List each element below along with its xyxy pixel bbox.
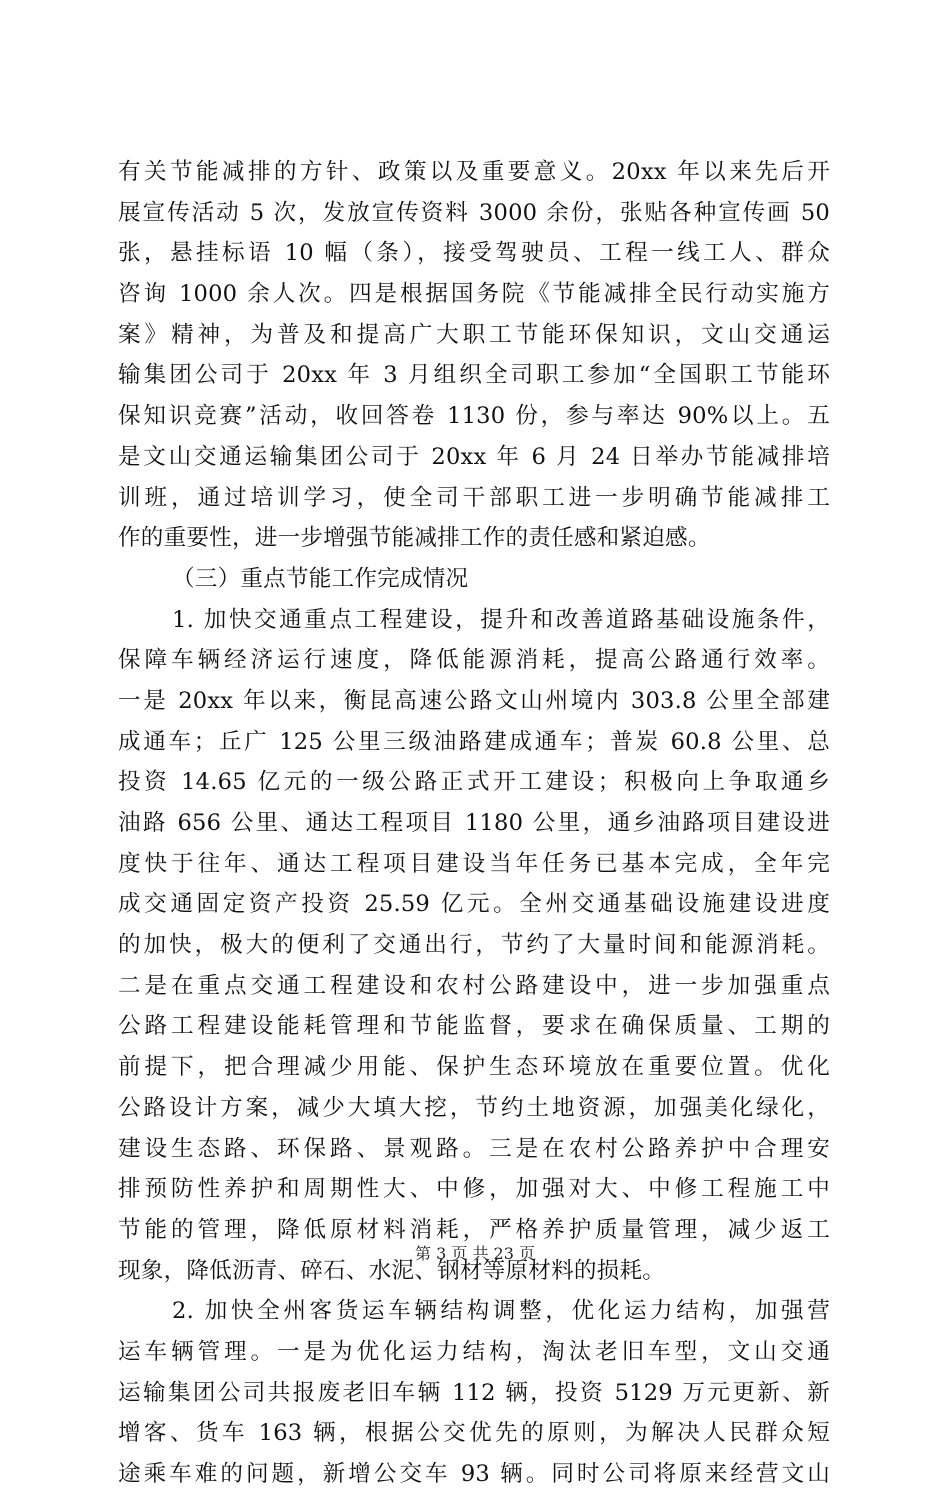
text-line: 保知识竞赛”活动，收回答卷 1130 份，参与率达 90%以上。五	[118, 403, 830, 430]
text-line: 油路 656 公里、通达工程项目 1180 公里，通乡油路项目建设进	[118, 810, 830, 836]
text-line: 公路设计方案，减少大填大挖，节约土地资源，加强美化绿化，	[118, 1094, 830, 1121]
page-footer: 第 3 页 共 23 页	[415, 1244, 535, 1263]
text-line: 展宣传活动 5 次，发放宣传资料 3000 余份，张贴各种宣传画 50	[118, 199, 830, 226]
text-line: 增客、货车 163 辆，根据公交优先的原则，为解决人民群众短	[118, 1420, 830, 1447]
text-line: 的加快，极大的便利了交通出行，节约了大量时间和能源消耗。	[118, 932, 830, 959]
text-line: 有关节能减排的方针、政策以及重要意义。20xx 年以来先后开	[118, 159, 830, 185]
text-line: 咨询 1000 余人次。四是根据国务院《节能减排全民行动实施方	[118, 281, 830, 308]
text-line: 一是 20xx 年以来，衡昆高速公路文山州境内 303.8 公里全部建	[118, 687, 830, 714]
text-line: 2. 加快全州客货运车辆结构调整，优化运力结构，加强营	[172, 1298, 830, 1325]
text-line: 前提下，把合理减少用能、保护生态环境放在重要位置。优化	[118, 1054, 830, 1081]
text-line: 运输集团公司共报废老旧车辆 112 辆，投资 5129 万元更新、新	[118, 1379, 830, 1406]
text-line: 二是在重点交通工程建设和农村公路建设中，进一步加强重点	[118, 972, 830, 999]
text-line: 作的重要性，进一步增强节能减排工作的责任感和紧迫感。	[118, 525, 711, 552]
text-line: 张，悬挂标语 10 幅（条），接受驾驶员、工程一线工人、群众	[118, 240, 830, 267]
text-line: 保障车辆经济运行速度，降低能源消耗，提高公路通行效率。	[118, 647, 830, 674]
text-line: 度快于往年、通达工程项目建设当年任务已基本完成，全年完	[118, 850, 830, 877]
text-line: 1. 加快交通重点工程建设，提升和改善道路基础设施条件，	[172, 606, 830, 633]
text-line: 案》精神，为普及和提高广大职工节能环保知识，文山交通运	[118, 321, 830, 348]
text-line: 建设生态路、环保路、景观路。三是在农村公路养护中合理安	[118, 1135, 830, 1162]
text-line: 训班，通过培训学习，使全司干部职工进一步明确节能减排工	[118, 484, 830, 511]
text-line: 是文山交通运输集团公司于 20xx 年 6 月 24 日举办节能减排培	[118, 443, 830, 470]
document-body	[118, 152, 830, 1495]
text-line: 成交通固定资产投资 25.59 亿元。全州交通基础设施建设进度	[118, 891, 830, 918]
text-line: 节能的管理，降低原材料消耗，严格养护质量管理，减少返工	[118, 1216, 830, 1243]
text-line: 成通车；丘广 125 公里三级油路建成通车；普炭 60.8 公里、总	[118, 728, 830, 755]
text-line: 途乘车难的问题，新增公交车 93 辆。同时公司将原来经营文山	[118, 1461, 830, 1487]
text-line: 现象，降低沥青、碎石、水泥、钢材等原材料的损耗。	[118, 1257, 666, 1284]
section-heading: （三）重点节能工作完成情况	[172, 565, 469, 592]
text-line: 公路工程建设能耗管理和节能监督，要求在确保质量、工期的	[118, 1013, 830, 1040]
text-line: 输集团公司于 20xx 年 3 月组织全司职工参加“全国职工节能环	[118, 362, 830, 389]
text-line: 排预防性养护和周期性大、中修，加强对大、中修工程施工中	[118, 1176, 830, 1203]
text-line: 运车辆管理。一是为优化运力结构，淘汰老旧车型，文山交通	[118, 1338, 830, 1365]
text-line: 投资 14.65 亿元的一级公路正式开工建设；积极向上争取通乡	[118, 769, 830, 796]
